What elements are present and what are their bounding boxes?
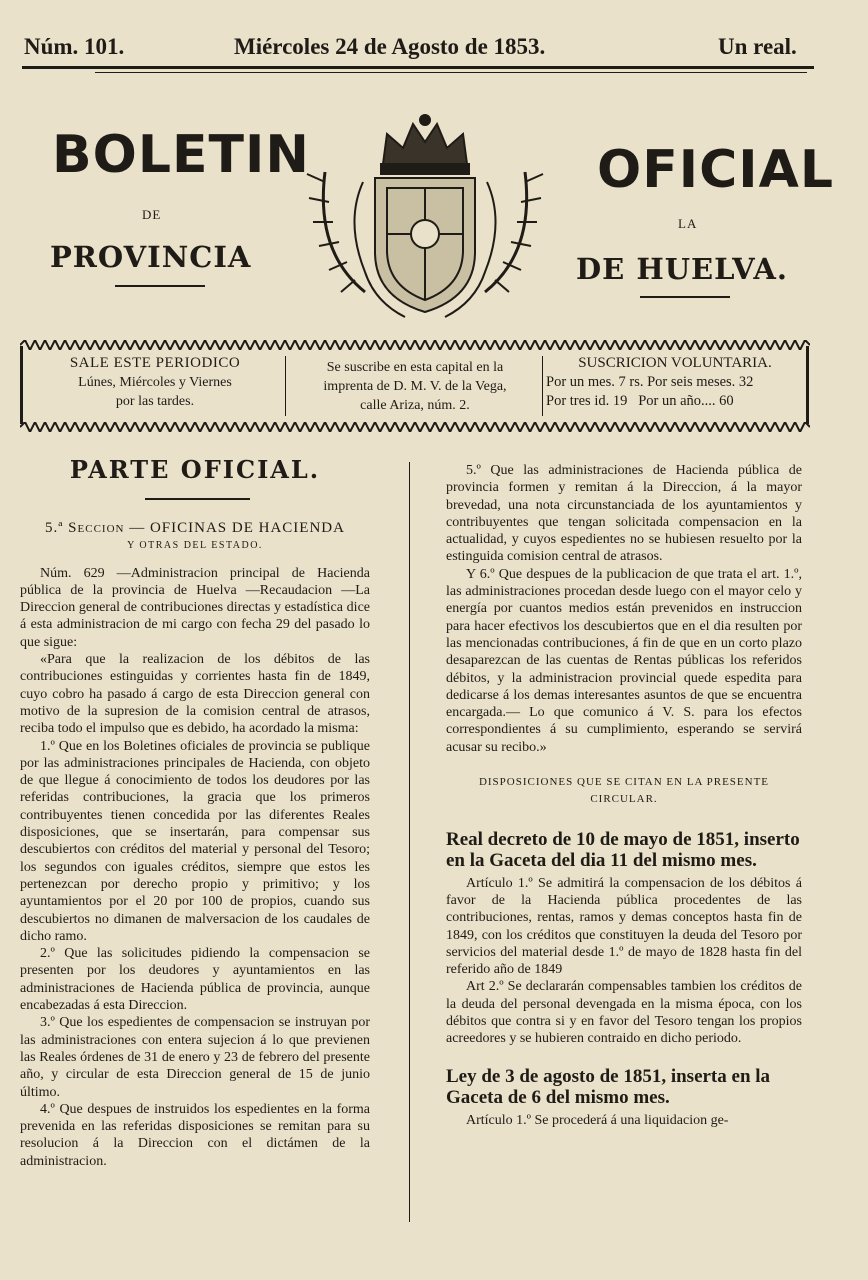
- dispositions-heading: DISPOSICIONES QUE SE CITAN EN LA PRESENTE CIRCULAR.: [478, 776, 770, 806]
- issue-price: Un real.: [718, 34, 797, 59]
- box-border-left: [20, 346, 23, 424]
- address-line-2: imprenta de D. M. V. de la Vega,: [323, 379, 507, 394]
- paragraph: 1.º Que en los Boletines oficiales de provincia se publique por las administraciones principales de Hacienda, con objeto de que llegue á conocimiento de todos los deudores por las referidas contribuciones, la gracia que los primeros contribuyentes tienen concedida por las diferentes Reales disposiciones, que se insertarán, para compensar sus descubiertos con créditos del material y personal del Tesoro; los segundos con iguales créditos, siempre que estos les pertenezcan por derecho propio y primitivo; y los ayuntamientos por el 20 por 100 de propios, cuando sus descubiertos no dimanen de malversacion de los caudales de dicho ramo.: [20, 738, 370, 944]
- publication-days: [30, 354, 280, 411]
- issue-header: [22, 30, 822, 70]
- box-divider-1: [285, 356, 286, 416]
- decree-1-title: Real decreto de 10 de mayo de 1851, inserto en la Gaceta del dia 11 del mismo mes.: [446, 828, 800, 871]
- header-rule: [22, 66, 814, 69]
- masthead-la: LA: [678, 216, 698, 231]
- masthead-de-huelva: DE HUELVA.: [576, 252, 788, 286]
- masthead-ornament-left: [115, 285, 205, 287]
- paragraph: Art 2.º Se declararán compensables tambien los créditos de la deuda del personal devengada en la misma época, con los débitos que contra si y en favor del Tesoro tengan los propios acreedores y se hubieren contraido en dicho periodo.: [446, 979, 802, 1047]
- address-line-1: Se suscribe en esta capital en la: [326, 360, 504, 375]
- paragraph: Artículo 1.º Se procederá á una liquidacion ge-: [466, 1112, 729, 1128]
- issue-date: Miércoles 24 de Agosto de 1853.: [234, 34, 546, 59]
- masthead-provincia: PROVINCIA: [50, 240, 252, 274]
- box-border-right: [806, 346, 809, 424]
- paragraph: 3.º Que los espedientes de compensacion se instruyan por las administraciones con entera sujecion á lo que previenen las Reales órdenes de 31 de enero y 23 de febrero del presente año, y circular de esta Direccion general de 15 de junio último.: [20, 1015, 370, 1100]
- prices-line-1: Por un mes. 7 rs. Por seis meses. 32: [546, 374, 754, 390]
- coat-of-arms-icon: [295, 112, 555, 322]
- masthead-oficial: OFICIAL: [597, 140, 834, 200]
- paragraph: 5.º Que las administraciones de Hacienda pública de provincia formen y remitan á la Direccion, á la mayor brevedad, una nota circunstanciada de los ayuntamientos y contribuyentes que tengan solicitada compensacion en la actualidad, y cuyos espedientes no se hubiesen resuelto por la estinguida comision central de atrasos.: [446, 463, 802, 565]
- section-subtitle: Y OTRAS DEL ESTADO.: [127, 540, 263, 552]
- publication-title: SALE ESTE PERIODICO: [69, 355, 241, 371]
- paragraph: Núm. 629 —Administracion principal de Hacienda pública de la provincia de Huelva —Recaudacion —La Direccion general de contribuciones directas y estadística dice á esta administracion de mi cargo con fecha 29 del pasado lo que sigue:: [20, 565, 370, 650]
- prices-line-2: Por tres id. 19 Por un año.... 60: [546, 393, 734, 409]
- paragraph: Y 6.º Que despues de la publicacion de que trata el art. 1.º, las administraciones procedan desde luego con el mayor celo y energía por cuantos medios están prevenidos en instruccion para hacer efectivos los descubiertos que en el dia resulten por las mencionadas contribuciones, á fin de que en un corto plazo desaparezcan de las cuentas de Rentas públicas los referidos débitos, y la administracion provincial quede espedita para dedicarse á los demas interesantes asuntos de que se encuentra encargada.— Lo que comunico á V. S. para los efectos correspondientes á su cumplimiento, esperando se servirá acusar su recibo.»: [446, 566, 802, 755]
- masthead-de: DE: [142, 207, 162, 222]
- section-title: 5.ª Seccion — OFICINAS DE HACIENDA: [45, 520, 345, 536]
- address-line-3: calle Ariza, núm. 2.: [360, 398, 470, 413]
- paragraph: 2.º Que las solicitudes pidiendo la compensacion se presenten por los deudores y ayuntamientos en las administraciones de Hacienda pública de provincia, aunque encabezadas á esta Direccion.: [20, 946, 370, 1014]
- masthead-ornament-right: [640, 296, 730, 298]
- column-divider: [409, 462, 410, 1222]
- paragraph: 4.º Que despues de instruidos los espedientes en la forma prevenida en las referidas disposiciones se remitan para su resolucion á la Direccion con el dictámen de la administracion.: [20, 1101, 370, 1169]
- section-heading: PARTE OFICIAL.: [69, 455, 321, 484]
- masthead-boletin: BOLETIN: [52, 125, 310, 185]
- publication-days-line: Lúnes, Miércoles y Viernes: [78, 375, 232, 390]
- subscription-box: [20, 340, 810, 430]
- issue-number: Núm. 101.: [24, 34, 125, 59]
- header-rule-thin: [95, 72, 807, 73]
- publication-time-line: por las tardes.: [115, 394, 195, 409]
- right-column: [446, 462, 802, 1129]
- decree-2-title: Ley de 3 de agosto de 1851, inserta en la Gaceta de 6 del mismo mes.: [446, 1065, 771, 1108]
- prices-title: SUSCRICION VOLUNTARIA.: [578, 355, 772, 371]
- box-divider-2: [542, 356, 543, 416]
- ornament-border-top: [20, 340, 810, 350]
- heading-ornament: [145, 498, 250, 500]
- paragraph: Artículo 1.º Se admitirá la compensacion de los débitos á favor de la Hacienda pública procedentes de las contribuciones, rentas, ramos y demas conceptos hasta fin de 1849, con los créditos que constituyen la deuda del Tesoro por servicios del material desde 1.º de mayo de 1828 hasta fin del referido año de 1849: [446, 875, 802, 978]
- ornament-border-bottom: [20, 422, 810, 432]
- subscription-address: [290, 358, 540, 415]
- paragraph: «Para que la realizacion de los débitos de las contribuciones estinguidas y corrientes hasta fin de 1849, cuyo cobro ha pasado á cargo de esta Direccion general con motivo de la supresion de la comision central de atrasos, reciba todo el impulso que es debido, ha acordado la misma:: [20, 652, 370, 737]
- subscription-prices: [546, 354, 804, 411]
- left-column: [20, 520, 370, 1170]
